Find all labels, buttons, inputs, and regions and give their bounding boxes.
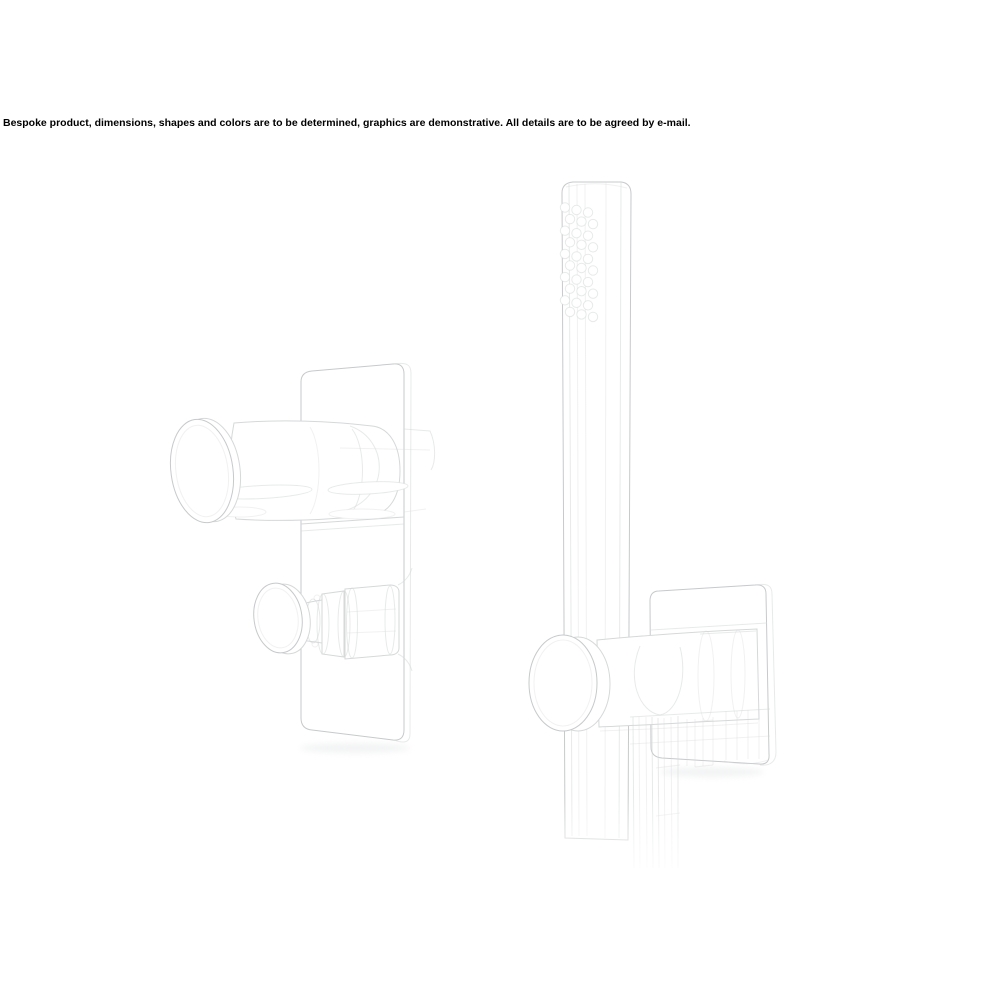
nozzle-dot [560,249,569,258]
nozzle-dot [572,229,581,238]
nozzle-dot [560,203,569,212]
mixer-wall-plate [301,364,404,740]
highlight-lens-4 [329,509,395,519]
nozzle-dot [588,219,597,228]
nozzle-dot [565,284,574,293]
nozzle-dot [565,238,574,247]
hand-shower-wand [560,182,631,840]
hand-shower-set-drawing [529,182,776,907]
nozzle-dot [572,205,581,214]
nozzle-dot [572,275,581,284]
plate-shadow [300,743,410,753]
nozzle-dot [583,208,592,217]
nozzle-dot [572,252,581,261]
nozzle-dot [560,272,569,281]
diverter-body [345,585,399,659]
handle-top-body [230,421,400,521]
nozzle-dot [577,217,586,226]
nozzle-dot [560,226,569,235]
nozzle-dot [583,277,592,286]
nozzle-dot [577,287,586,296]
disclaimer-text: Bespoke product, dimensions, shapes and colors are to be determined, graphics are demonstrative. All details are to be agreed by e-mail. [3,117,691,129]
handle-base-stub-bottom [404,509,426,512]
nozzle-dot [572,298,581,307]
nozzle-dot [565,261,574,270]
bracket-shadow [660,767,764,777]
arm-cap-face [529,635,597,731]
diverter-collar [322,591,344,657]
nozzle-dot [565,307,574,316]
hose-fadeout [545,795,695,907]
nozzle-dot [588,243,597,252]
nozzle-dot [577,240,586,249]
nozzle-dot [583,301,592,310]
nozzle-dot [588,289,597,298]
nozzle-dot [577,263,586,272]
nozzle-dot [588,266,597,275]
mixer-valve-drawing [164,363,435,742]
nozzle-dot [583,254,592,263]
nozzle-dot [588,312,597,321]
nozzle-dot [560,296,569,305]
nozzle-dot [577,310,586,319]
nozzle-dot [583,231,592,240]
nozzle-dot [565,214,574,223]
